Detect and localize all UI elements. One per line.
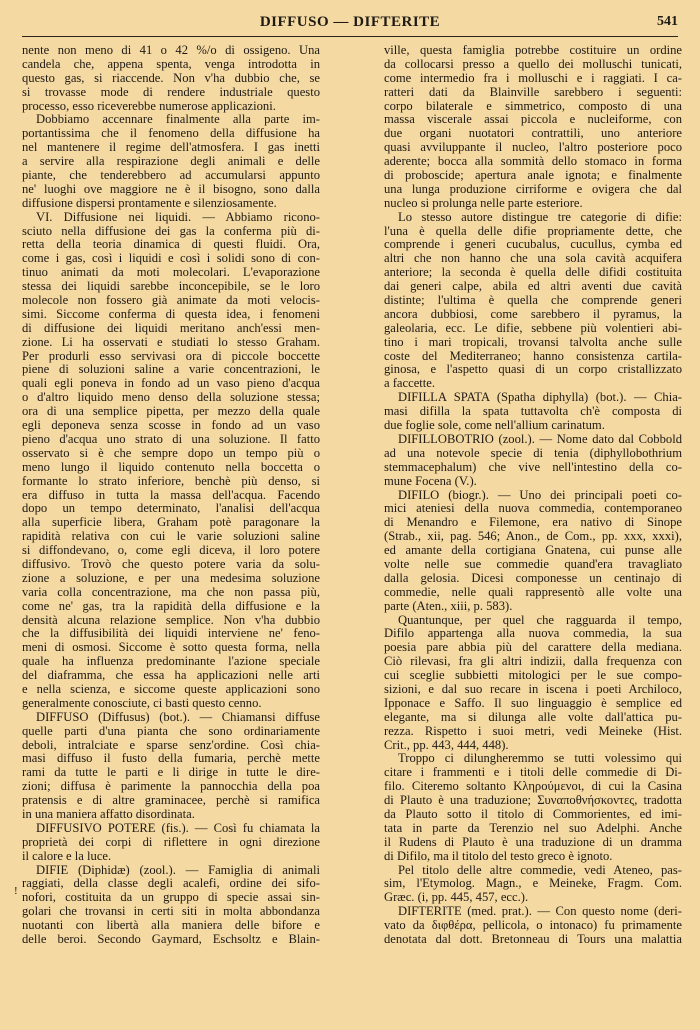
text-line: come i gas, così i liquidi e così i solidi sono di con-: [22, 252, 320, 266]
text-line: elegante, ma si dilunga alle volte dall'attica pu-: [384, 710, 682, 724]
text-line: quelle parti d'una pianta che sono ordinariamente: [22, 724, 320, 738]
text-line: da Plauto sotto il titolo di Commorientes, ed imi-: [384, 807, 682, 821]
text-line: Ipponace e Saffo. Il suo linguaggio è semplice ed: [384, 696, 682, 710]
text-line: di diffusione dei liquidi meritano anch'essi men-: [22, 321, 320, 335]
text-line: Troppo ci dilungheremmo se tutti volessimo qui: [398, 752, 682, 766]
text-line: candela che, appena spenta, venga introdotta in: [22, 57, 320, 71]
text-line: nente non meno di 41 o 42 %/o di ossigeno. Una: [22, 44, 320, 57]
page-number: 541: [657, 14, 678, 29]
text-line: da collocarsi presso a quello dei molluschi tunicati,: [384, 57, 682, 71]
text-line: di Plauto è una traduzione; Συναποθνήσκοντες, tradotta: [384, 794, 682, 808]
text-line: massa viscerale assai piccola e nucleiforme, con: [384, 113, 682, 127]
text-line: Per produrli esso servivasi ora di piccole boccette: [22, 349, 320, 363]
text-line: Dobbiamo accennare finalmente alla parte im-: [36, 113, 320, 127]
text-line: DIFTERITE (med. prat.). — Con questo nome (deri-: [398, 905, 682, 919]
text-line: retta della teoria dinamica di questi fluidi. Ora,: [22, 238, 320, 252]
text-line: Difilo appartenga alla nuova commedia, la sua: [384, 627, 682, 641]
text-line: ancora dubbiosi, come sarebbero il pyramus, la: [384, 307, 682, 321]
right-column: [384, 44, 682, 1024]
text-line: portantissima che il fenomeno della diffusione ha: [22, 127, 320, 141]
text-line: del diaframma, che essa ha applicazioni nelle arti: [22, 669, 320, 683]
text-line: stemmacephalum) che vive nell'intestino della co-: [384, 460, 682, 474]
text-line: sim, l'Etymolog. Magn., e Meineke, Fragm. Com.: [384, 877, 682, 891]
text-line: o d'altro liquido meno denso della soluzione stessa;: [22, 391, 320, 405]
text-line: una lunga produzione cirriforme e ovigera che dal: [384, 182, 682, 196]
text-line: stessa dei liquidi sarebbe inconcepibile, se le loro: [22, 280, 320, 294]
text-line: ville, questa famiglia potrebbe costituire un ordine: [384, 44, 682, 57]
text-line: (Strab., xii, pag. 546; Anon., de Com., pp. xxx, xxxi),: [384, 530, 682, 544]
text-line: cui sceglie subbietti mitologici per le sue compo-: [384, 669, 682, 683]
text-line: galeolaria, ecc. Le difie, sebbene più volentieri abi-: [384, 321, 682, 335]
text-line: a faccette.: [384, 377, 436, 391]
text-line: zione a soluzione, e per una medesima soluzione: [22, 571, 320, 585]
text-line: tino i mari tropicali, trovansi talvolta anche sulle: [384, 335, 682, 349]
text-line: VI. Diffusione nei liquidi. — Abbiamo ricono-: [36, 210, 320, 224]
text-line: nel mantenere il regime dell'atmosfera. I gas inetti: [22, 141, 320, 155]
text-line: generalmente conosciute, ci basti questo cenno.: [22, 696, 262, 710]
text-line: Græc. (i, pp. 445, 457, ecc.).: [384, 891, 529, 905]
text-line: ad una notevole specie di tenia (diphyllobothrium: [384, 446, 682, 460]
text-line: zioni; diffusa è parimente la pannocchia della poa: [22, 780, 320, 794]
text-line: varia colla concentrazione, ma che non passa più,: [22, 585, 320, 599]
text-line: DIFIE (Diphidæ) (zool.). — Famiglia di animali: [36, 863, 320, 877]
text-line: piene di soluzioni saline a varie concentrazioni, le: [22, 363, 320, 377]
text-line: DIFILLOBOTRIO (zool.). — Nome dato dal Cobbold: [398, 432, 682, 446]
text-line: mune Focena (V.).: [384, 474, 477, 488]
text-line: quali egli poneva in fondo ad un vaso pieno d'acqua: [22, 377, 320, 391]
text-line: il Rudens di Plauto è una traduzione di un dramma: [384, 835, 682, 849]
text-line: e nella scienza, e siccome queste applicazioni sono: [22, 682, 320, 696]
text-line: DIFILLA SPATA (Spatha diphylla) (bot.). — Chia-: [398, 391, 682, 405]
text-line: ed amante della cortigiana Gnatena, cui punse alle: [384, 544, 682, 558]
text-line: ora di una semplice pipetta, per mezzo della quale: [22, 405, 320, 419]
text-line: denotata dal dott. Bretonneau di Tours una malattia: [384, 933, 682, 946]
text-line: si trovasse mode di rendere industriale questo: [22, 85, 320, 99]
text-line: rapidità relativa con cui le varie soluzioni saline: [22, 530, 320, 544]
text-line: quale ha influenza predominante l'azione speciale: [22, 655, 320, 669]
text-line: in una maniera affatto disordinata.: [22, 807, 195, 821]
text-line: corpo bilaterale e simmetrico, composto di una: [384, 99, 682, 113]
text-line: masi difilla la spata tuttavolta ch'è composta di: [384, 405, 682, 419]
text-line: filo. Citeremo soltanto Κληρούμενοι, di cui la Casina: [384, 780, 682, 794]
text-line: mici ateniesi della nuova commedia, contemporaneo: [384, 502, 682, 516]
text-line: ginosa, e l'aspetto quasi di un corpo cristallizzato: [384, 363, 682, 377]
text-line: sciuto nella diffusione dei gas la conferma più di-: [22, 224, 320, 238]
text-line: alla superficie libera, Graham potè paragonare la: [22, 516, 320, 530]
text-line: poesia pare abbia più del carattere della mediana.: [384, 641, 682, 655]
text-line: dai generi calpe, abila ed altri aventi due cavità: [384, 280, 682, 294]
text-line: golari che trovansi in certi siti in molta abbondanza: [22, 905, 320, 919]
text-line: di Menandro e Filemone, era nativo di Sinope: [384, 516, 682, 530]
text-line: come ne' gas, tra la rapidità della diffusione e la: [22, 599, 320, 613]
text-line: Quantunque, per quel che ragguarda il tempo,: [398, 613, 682, 627]
text-line: aderente; bocca alla sommità dello stomaco in forma: [384, 155, 682, 169]
text-line: questo gas, si riaccende. Non v'ha dubbio che, se: [22, 71, 320, 85]
text-line: raggiati, della classe degli acalefi, ordine dei sifo-: [22, 877, 320, 891]
text-line: diffusivo. Trovò che questo potere varia da solu-: [22, 557, 320, 571]
text-line: quasi avviluppante il nucleo, l'altro posteriore poco: [384, 141, 682, 155]
left-column: [22, 44, 320, 1024]
text-columns: [22, 44, 682, 1024]
text-line: volte nelle sue commedie quand'era travagliato: [384, 557, 682, 571]
text-line: due organi nuotatori contrattili, uno anteriore: [384, 127, 682, 141]
text-line: l'una è quella delle difie propriamente dette, che: [384, 224, 682, 238]
text-line: era diffuso in tutta la massa dell'acqua. Facendo: [22, 488, 320, 502]
text-line: coste del Mediterraneo; hanno consistenza cartila-: [384, 349, 682, 363]
text-line: nuotanti con libertà alla maniera delle bifore e: [22, 919, 320, 933]
text-line: di Difilo, ma il titolo del testo greco è ignoto.: [384, 849, 613, 863]
text-line: sizioni, e dal suo recare in iscena i poeti Archiloco,: [384, 682, 682, 696]
text-line: DIFILO (biogr.). — Uno dei principali poeti co-: [398, 488, 682, 502]
text-line: parte (Aten., xiii, p. 583).: [384, 599, 513, 613]
text-line: diffusione dispersi prontamente e silenziosamente.: [22, 196, 277, 210]
text-line: nofori, costituita da un gruppo di specie assai sin-: [22, 891, 320, 905]
text-line: simi. Siccome conferma di questa idea, i fenomeni: [22, 307, 320, 321]
text-line: anteriore; la seconda è quella delle difidi costituita: [384, 266, 682, 280]
text-line: Crit., pp. 443, 444, 448).: [384, 738, 509, 752]
text-line: dalla gelosia. Dicesi componesse un centinajo di: [384, 571, 682, 585]
text-line: distinte; l'ultima è quella che comprende generi: [384, 294, 682, 308]
text-line: di proboscide; apertura anale ignota; e finalmente: [384, 169, 682, 183]
text-line: citare i frammenti e i titoli delle commedie di Di-: [384, 766, 682, 780]
text-line: dopo un tempo determinato, l'analisi dell'acqua: [22, 502, 320, 516]
text-line: meno lungo il liquido contenuto nella boccetta o: [22, 460, 320, 474]
text-line: si diffondevano, o, come egli diceva, il loro potere: [22, 544, 320, 558]
running-title: DIFFUSO — DIFTERITE: [259, 14, 441, 30]
text-line: rami da tutte le parti e li dirige in tutte le dire-: [22, 766, 320, 780]
text-line: il calore e la luce.: [22, 849, 112, 863]
text-line: delle beroi. Secondo Gaymard, Eschsoltz e Blain-: [22, 933, 320, 946]
running-header: [22, 10, 678, 37]
text-line: molecole non fossero già animate da moti velocis-: [22, 294, 320, 308]
text-line: a servire alla respirazione degli animali e delle: [22, 155, 320, 169]
text-line: densità alcuna relazione semplice. Non v'ha dubbio: [22, 613, 320, 627]
text-line: come intermedio fra i molluschi e i raggiati. I ca-: [384, 71, 682, 85]
text-line: meni di osmosi. Siccome è sotto questa forma, nella: [22, 641, 320, 655]
text-line: ratteri dati da Blainville sarebbero i seguenti:: [384, 85, 682, 99]
text-line: tata in parte da Terenzio nel suo Adelphi. Anche: [384, 821, 682, 835]
text-line: Lo stesso autore distingue tre categorie di difie:: [398, 210, 682, 224]
text-line: commedie, nelle quali rappresentò alle volte una: [384, 585, 682, 599]
text-line: formante lo strato inferiore, benchè più denso, si: [22, 474, 320, 488]
text-line: Pel titolo delle altre commedie, vedi Ateneo, pas-: [398, 863, 682, 877]
text-line: nucleo si prolunga nelle parte esteriore.: [384, 196, 583, 210]
text-line: egli deponeva senza scosse in fondo ad un vaso: [22, 419, 320, 433]
text-line: DIFFUSIVO POTERE (fis.). — Così fu chiamata la: [36, 821, 320, 835]
text-line: Ciò rilevasi, fra gli altri indizii, dalla frequenza con: [384, 655, 682, 669]
text-line: pratensis e di altre graminacee, perchè si ramifica: [22, 794, 320, 808]
text-line: masi diffuso il fusto della fumaria, perchè mette: [22, 752, 320, 766]
text-line: vato da διφθέρα, pellicola, o intonaco) fu primamente: [384, 919, 682, 933]
text-line: altri che non hanno che una sola cavità acquifera: [384, 252, 682, 266]
text-line: deboli, intralciate e sparse senz'ordine. Così chia-: [22, 738, 320, 752]
text-line: comprende i generi cucubalus, cucullus, cymba ed: [384, 238, 682, 252]
text-line: processo, esso riceverebbe numerose applicazioni.: [22, 99, 276, 113]
text-line: piante, che tenderebbero ad accumularsi appunto: [22, 169, 320, 183]
text-line: osservato si è che sempre dopo un tempo più o: [22, 446, 320, 460]
text-line: DIFFUSO (Diffusus) (bot.). — Chiamansi diffuse: [36, 710, 320, 724]
text-line: rezza. Rispetto i suoi metri, vedi Meineke (Hist.: [384, 724, 682, 738]
text-line: proprietà dei corpi di riflettere in ogni direzione: [22, 835, 320, 849]
margin-mark: !: [14, 885, 18, 897]
text-line: che la diffusibilità dei liquidi interviene ne' feno-: [22, 627, 320, 641]
text-line: due foglie sole, come nell'allium carinatum.: [384, 419, 605, 433]
text-line: pieno d'acqua uno strato di una soluzione. Il fatto: [22, 432, 320, 446]
text-line: ne' luoghi ove maggiore ne è il bisogno, sono dalla: [22, 182, 320, 196]
text-line: tinuo animati da moti molecolari. L'evaporazione: [22, 266, 320, 280]
text-line: zione. Li ha osservati e studiati lo stesso Graham.: [22, 335, 320, 349]
